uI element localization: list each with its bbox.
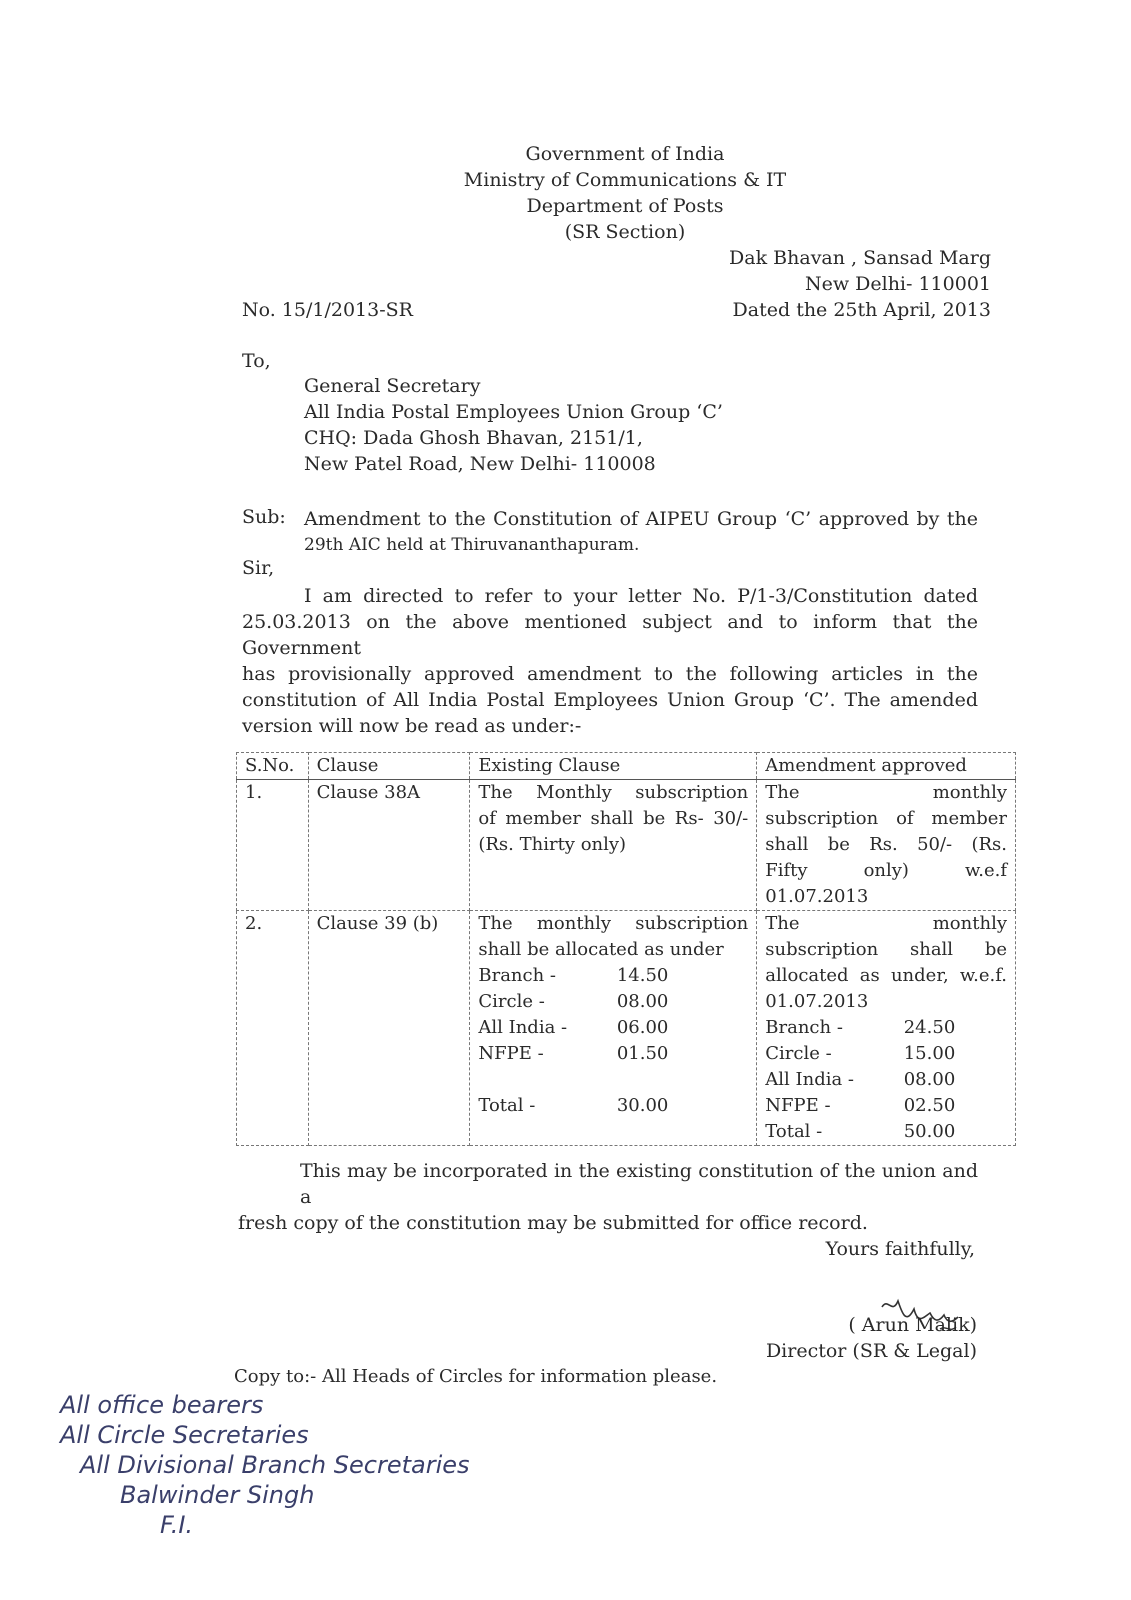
alloc-row bbox=[478, 1015, 668, 1041]
subject-text bbox=[304, 506, 978, 558]
alloc-value: 08.00 bbox=[616, 991, 669, 1012]
alloc-row bbox=[478, 989, 668, 1015]
row1-existing bbox=[470, 780, 757, 911]
closing-line-2: fresh copy of the constitution may be submitted for office record. bbox=[238, 1212, 868, 1234]
alloc-row bbox=[765, 1093, 955, 1119]
alloc-value: 01.50 bbox=[616, 1043, 669, 1064]
row1-clause: Clause 38A bbox=[308, 780, 470, 911]
handwritten-line: All office bearers bbox=[60, 1391, 264, 1419]
row1-amended-line: Fifty only) w.e.f bbox=[765, 860, 1007, 881]
row2-amended-intro: subscription shall be bbox=[765, 939, 1007, 960]
alloc-total-value: 30.00 bbox=[616, 1095, 669, 1116]
header-sno: S.No. bbox=[237, 753, 309, 780]
alloc-value: 14.50 bbox=[616, 965, 669, 986]
row2-amended-intro: The monthly bbox=[765, 913, 1007, 934]
alloc-name: NFPE - bbox=[765, 1095, 831, 1116]
row1-existing-line: of member shall be Rs- 30/- bbox=[478, 808, 749, 829]
alloc-name: Circle - bbox=[478, 991, 545, 1012]
header-line-2: Ministry of Communications & IT bbox=[463, 169, 787, 191]
header-line-1: Government of India bbox=[525, 143, 725, 165]
alloc-name: Branch - bbox=[478, 965, 556, 986]
closing-paragraph bbox=[238, 1158, 978, 1236]
body-line-4: constitution of All India Postal Employees Union Group ‘C’. The amended bbox=[242, 689, 978, 711]
row1-existing-line: The Monthly subscription bbox=[478, 782, 749, 803]
subject-line-2: 29th AIC held at Thiruvananthapuram. bbox=[304, 535, 640, 555]
handwritten-line: All Divisional Branch Secretaries bbox=[80, 1451, 470, 1479]
body-line-2: 25.03.2013 on the above mentioned subject and to inform that the Government bbox=[242, 611, 978, 659]
yours-faithfully: Yours faithfully, bbox=[825, 1238, 975, 1260]
header-clause: Clause bbox=[308, 753, 470, 780]
table-row bbox=[237, 780, 1016, 911]
signatory-designation: Director (SR & Legal) bbox=[765, 1340, 977, 1362]
amendment-table bbox=[236, 752, 1016, 1146]
header-existing: Existing Clause bbox=[470, 753, 757, 780]
closing-line-1: This may be incorporated in the existing constitution of the union and a bbox=[300, 1160, 978, 1208]
alloc-value: 15.00 bbox=[903, 1043, 956, 1064]
handwritten-line: All Circle Secretaries bbox=[60, 1421, 309, 1449]
row1-amended-line: subscription of member bbox=[765, 808, 1007, 829]
row2-existing bbox=[470, 911, 757, 1146]
alloc-row bbox=[478, 963, 668, 989]
signatory-name: ( Arun Malik) bbox=[848, 1314, 977, 1336]
addressee-line-4: New Patel Road, New Delhi- 110008 bbox=[304, 453, 656, 475]
alloc-total-row bbox=[765, 1119, 955, 1145]
row1-amended-line: 01.07.2013 bbox=[765, 886, 869, 907]
table-row bbox=[237, 911, 1016, 1146]
row2-clause: Clause 39 (b) bbox=[308, 911, 470, 1146]
alloc-name: NFPE - bbox=[478, 1043, 544, 1064]
address-line-1: Dak Bhavan , Sansad Marg bbox=[729, 247, 991, 269]
dated-line: Dated the 25th April, 2013 bbox=[732, 299, 991, 321]
alloc-value: 24.50 bbox=[903, 1017, 956, 1038]
reference-number: No. 15/1/2013-SR bbox=[242, 299, 413, 321]
row2-amended-intro: allocated as under, w.e.f. bbox=[765, 965, 1007, 986]
alloc-name: Circle - bbox=[765, 1043, 832, 1064]
alloc-name: All India - bbox=[478, 1017, 568, 1038]
handwritten-notes bbox=[60, 1390, 470, 1540]
body-line-1: I am directed to refer to your letter No. P/1-3/Constitution dated bbox=[304, 585, 978, 607]
alloc-value: 06.00 bbox=[616, 1017, 669, 1038]
alloc-name: Branch - bbox=[765, 1017, 843, 1038]
alloc-value: 08.00 bbox=[903, 1069, 956, 1090]
alloc-row bbox=[765, 1015, 955, 1041]
alloc-total-name: Total - bbox=[478, 1095, 536, 1116]
body-line-3: has provisionally approved amendment to the following articles in the bbox=[242, 663, 978, 685]
row1-amended-line: The monthly bbox=[765, 782, 1007, 803]
row2-sno: 2. bbox=[237, 911, 309, 1146]
subject-label: Sub: bbox=[242, 506, 286, 528]
row2-amended bbox=[757, 911, 1016, 1146]
subject-line-1: Amendment to the Constitution of AIPEU Group ‘C’ approved by the bbox=[304, 508, 978, 530]
header-line-4: (SR Section) bbox=[564, 221, 686, 243]
alloc-total-name: Total - bbox=[765, 1121, 823, 1142]
row2-amended-intro: 01.07.2013 bbox=[765, 991, 869, 1012]
table-header-row bbox=[237, 753, 1016, 780]
copy-to: Copy to:- All Heads of Circles for information please. bbox=[234, 1366, 718, 1387]
addressee-line-2: All India Postal Employees Union Group ‘C’ bbox=[304, 401, 723, 423]
row1-amended bbox=[757, 780, 1016, 911]
row1-sno: 1. bbox=[237, 780, 309, 911]
row1-existing-line: (Rs. Thirty only) bbox=[478, 834, 627, 855]
alloc-value: 02.50 bbox=[903, 1095, 956, 1116]
handwritten-line: Balwinder Singh bbox=[120, 1481, 315, 1509]
alloc-total-value: 50.00 bbox=[903, 1121, 956, 1142]
body-paragraph bbox=[242, 583, 978, 739]
header-amendment: Amendment approved bbox=[757, 753, 1016, 780]
addressee-line-1: General Secretary bbox=[304, 375, 481, 397]
alloc-row bbox=[765, 1067, 955, 1093]
row2-existing-intro: The monthly subscription bbox=[478, 913, 749, 934]
alloc-name: All India - bbox=[765, 1069, 855, 1090]
alloc-row bbox=[478, 1041, 668, 1067]
address-line-2: New Delhi- 110001 bbox=[804, 273, 991, 295]
row2-existing-intro: shall be allocated as under bbox=[478, 939, 724, 960]
header-line-3: Department of Posts bbox=[526, 195, 724, 217]
alloc-total-row bbox=[478, 1093, 668, 1119]
body-line-5: version will now be read as under:- bbox=[242, 715, 582, 737]
handwritten-line: F.I. bbox=[160, 1511, 194, 1539]
row1-amended-line: shall be Rs. 50/- (Rs. bbox=[765, 834, 1007, 855]
to-label: To, bbox=[242, 350, 271, 372]
addressee-line-3: CHQ: Dada Ghosh Bhavan, 2151/1, bbox=[304, 427, 643, 449]
alloc-row bbox=[765, 1041, 955, 1067]
salutation: Sir, bbox=[242, 557, 275, 579]
